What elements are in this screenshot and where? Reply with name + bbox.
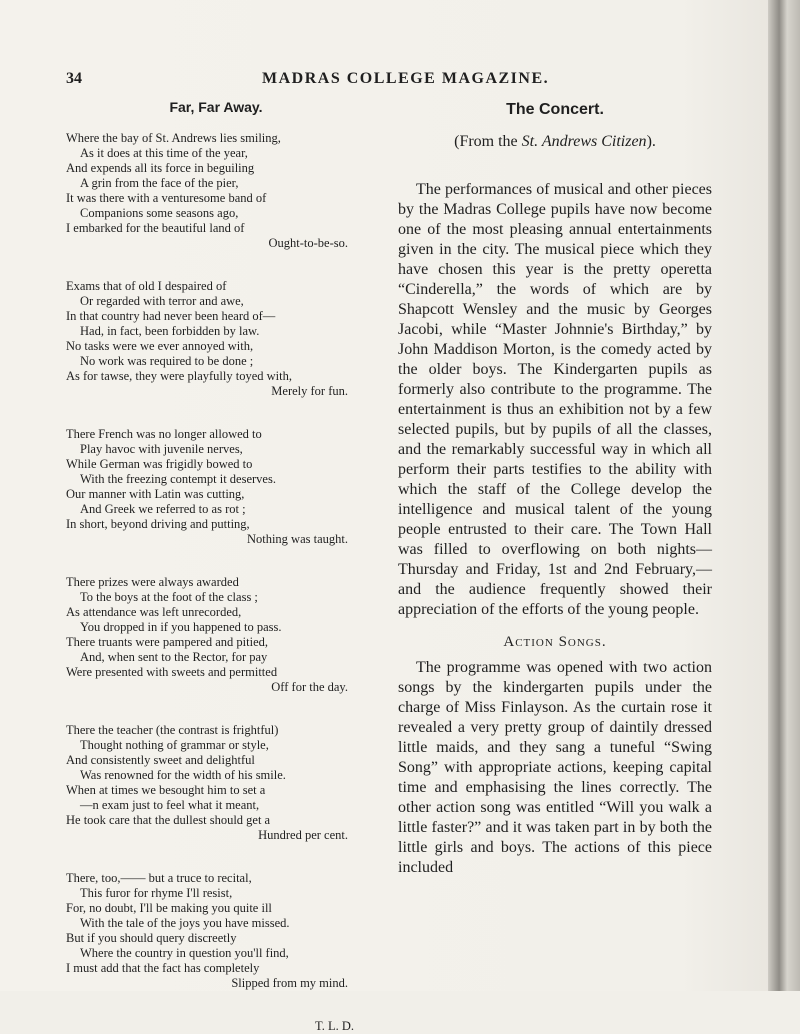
running-title: MADRAS COLLEGE MAGAZINE. bbox=[262, 70, 550, 87]
poem-line: There truants were pampered and pitied, bbox=[66, 635, 268, 649]
poem-line: With the tale of the joys you have missed. bbox=[80, 916, 290, 930]
poem-stanza bbox=[66, 575, 366, 695]
article-source-prefix: (From the bbox=[454, 133, 522, 150]
poem-stanza bbox=[66, 279, 366, 399]
poem-line: And, when sent to the Rector, for pay bbox=[80, 650, 268, 664]
poem-line: Exams that of old I despaired of bbox=[66, 279, 227, 293]
poem-line: But if you should query discreetly bbox=[66, 931, 237, 945]
poem-line: A grin from the face of the pier, bbox=[80, 176, 239, 190]
poem-line: There the teacher (the contrast is frightful) bbox=[66, 723, 279, 737]
poem-line: No tasks were we ever annoyed with, bbox=[66, 339, 254, 353]
poem-line: Companions some seasons ago, bbox=[80, 206, 239, 220]
poem-line: It was there with a venturesome band of bbox=[66, 191, 267, 205]
poem-title: Far, Far Away. bbox=[169, 99, 263, 115]
poem-line: There French was no longer allowed to bbox=[66, 427, 262, 441]
article-source bbox=[398, 132, 712, 152]
book-spine-shadow bbox=[768, 0, 800, 991]
poem-line: As it does at this time of the year, bbox=[80, 146, 248, 160]
poem-line: Were presented with sweets and permitted bbox=[66, 665, 278, 679]
poem-line: No work was required to be done ; bbox=[80, 354, 254, 368]
poem-column bbox=[66, 100, 366, 1034]
poem-line: To the boys at the foot of the class ; bbox=[80, 590, 258, 604]
poem-stanzas bbox=[66, 131, 366, 991]
poem-line: I embarked for the beautiful land of bbox=[66, 221, 245, 235]
poem-line: This furor for rhyme I'll resist, bbox=[80, 886, 233, 900]
poem-line: In that country had never been heard of— bbox=[66, 309, 276, 323]
poem-line: Play havoc with juvenile nerves, bbox=[80, 442, 243, 456]
poem-line: And expends all its force in beguiling bbox=[66, 161, 255, 175]
article-title: The Concert. bbox=[506, 101, 604, 118]
poem-stanza bbox=[66, 427, 366, 547]
poem-line: As for tawse, they were playfully toyed with, bbox=[66, 369, 292, 383]
poem-line: Nothing was taught. bbox=[246, 532, 348, 546]
poem-line: I must add that the fact has completely bbox=[66, 961, 260, 975]
poem-line: Hundred per cent. bbox=[258, 828, 348, 842]
poem-line: Where the country in question you'll find, bbox=[80, 946, 289, 960]
poem-line: In short, beyond driving and putting, bbox=[66, 517, 250, 531]
poem-line: And consistently sweet and delightful bbox=[66, 753, 255, 767]
article-source-name: St. Andrews Citizen bbox=[521, 133, 647, 150]
poem-line: Ought-to-be-so. bbox=[268, 236, 348, 250]
poem-stanza bbox=[66, 131, 366, 251]
poem-stanza bbox=[66, 871, 366, 991]
poem-line: Thought nothing of grammar or style, bbox=[80, 738, 269, 752]
page-number: 34 bbox=[66, 70, 82, 87]
poem-line: —n exam just to feel what it meant, bbox=[80, 798, 260, 812]
poem-line: Where the bay of St. Andrews lies smiling, bbox=[66, 131, 281, 145]
poem-line: There prizes were always awarded bbox=[66, 575, 239, 589]
poem-line: There, too,—— but a truce to recital, bbox=[66, 871, 252, 885]
poem-line: For, no doubt, I'll be making you quite ill bbox=[66, 901, 272, 915]
page-header bbox=[0, 70, 760, 94]
poem-line: And Greek we referred to as rot ; bbox=[80, 502, 246, 516]
poem-line: Was renowned for the width of his smile. bbox=[80, 768, 286, 782]
article-paragraph: The programme was opened with two action songs by the kindergarten pupils under the charge of Miss Finlayson. As the curtain rose it revealed a very pretty group of daintily dressed little maids, and they sang a tuneful “Swing Song” with appropriate actions, keeping capital time and emphasising the lines correctly. The other action song was entitled “Will you walk a little faster?” and it was taken part in by both the little girls and boys. The actions of this piece included bbox=[398, 659, 712, 876]
poem-line: As attendance was left unrecorded, bbox=[66, 605, 242, 619]
poem-line: When at times we besought him to set a bbox=[66, 783, 266, 797]
poem-line: Off for the day. bbox=[271, 680, 348, 694]
poem-line: Slipped from my mind. bbox=[231, 976, 348, 990]
article-column bbox=[398, 100, 712, 878]
poem-stanza bbox=[66, 723, 366, 843]
poem-line: Merely for fun. bbox=[271, 384, 348, 398]
poem-line: Or regarded with terror and awe, bbox=[80, 294, 244, 308]
poem-line: Had, in fact, been forbidden by law. bbox=[80, 324, 260, 338]
poem-line: While German was frigidly bowed to bbox=[66, 457, 253, 471]
article-source-suffix: ). bbox=[646, 133, 656, 150]
poem-line: You dropped in if you happened to pass. bbox=[80, 620, 282, 634]
article-paragraph: The performances of musical and other pieces by the Madras College pupils have now become one of the most pleasing annual entertainments given in the city. The musical piece which they have chosen this year is the pretty operetta “Cinderella,” the words of which are by Shapcott Wensley and the music by Georges Jacobi, while “Master Johnnie's Birthday,” by John Maddison Morton, is the comedy acted by the older boys. The Kindergarten pupils as formerly also contribute to the programme. The entertainment is thus an exhibition not by a few selected pupils, but by pupils of all the classes, and the remarkably successful way in which all perform their parts testifies to the ability with which the staff of the College develop the intelligence and musical talent of the young people entrusted to their care. The Town Hall was filled to overflowing on both nights—Thursday and Friday, 1st and 2nd February,—and the audience frequently showed their appreciation of the efforts of the young people. bbox=[398, 181, 712, 618]
poem-line: With the freezing contempt it deserves. bbox=[80, 472, 276, 486]
poem-line: Our manner with Latin was cutting, bbox=[66, 487, 245, 501]
section-heading: Action Songs. bbox=[503, 634, 607, 650]
poem-line: He took care that the dullest should get a bbox=[66, 813, 271, 827]
poem-signature: T. L. D. bbox=[315, 1019, 354, 1033]
